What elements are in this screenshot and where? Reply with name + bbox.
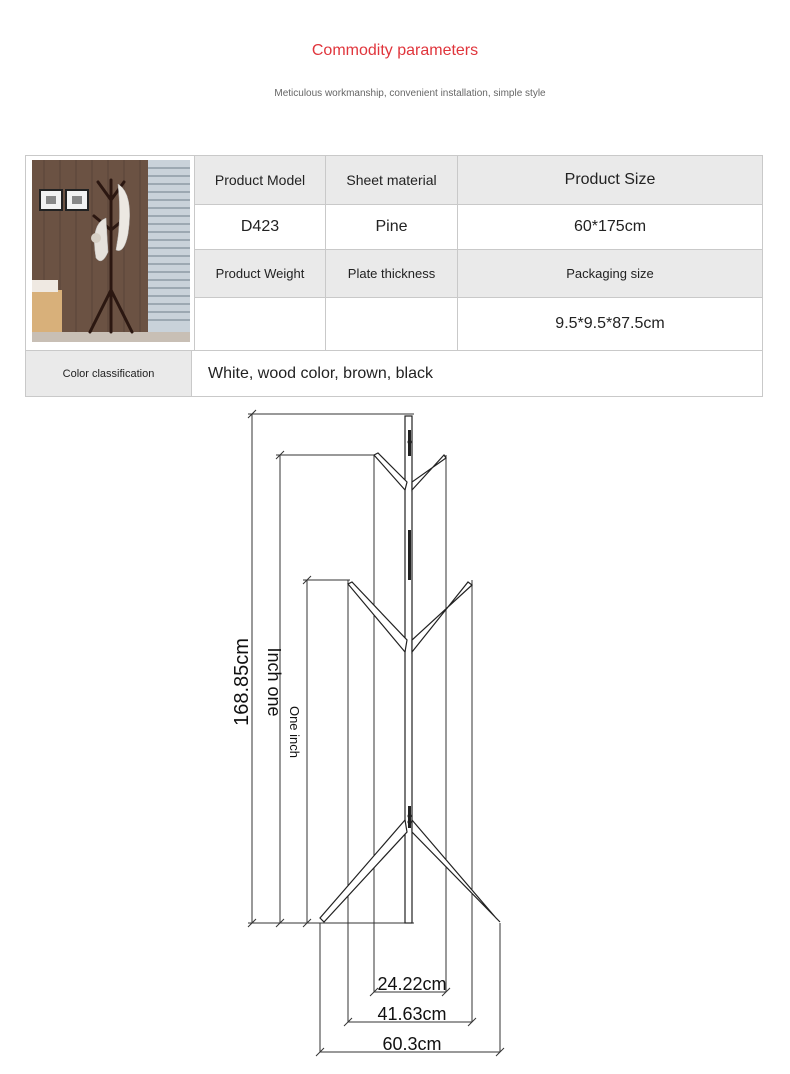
- product-weight-label: Product Weight: [195, 250, 325, 297]
- packaging-size-value: 9.5*9.5*87.5cm: [555, 315, 665, 332]
- product-model-label: Product Model: [195, 156, 325, 204]
- height-total-label: 168.85cm: [231, 638, 253, 726]
- product-model-value: D423: [240, 218, 280, 235]
- plate-thickness-value: [326, 298, 457, 350]
- sheet-material-value: Pine: [375, 218, 408, 235]
- plate-thickness-label: Plate thickness: [326, 250, 457, 297]
- product-photo: [32, 160, 190, 342]
- packaging-size-label: Packaging size: [458, 250, 762, 297]
- page-subtitle: Meticulous workmanship, convenient installation, simple style: [274, 88, 546, 99]
- sheet-material-label: Sheet material: [326, 156, 457, 204]
- height-mid-label: Inch one: [264, 647, 284, 717]
- color-classification-value: White, wood color, brown, black: [208, 364, 433, 382]
- width-small-label: 24.22cm: [377, 974, 447, 994]
- height-low-label: One inch: [287, 705, 302, 759]
- product-size-value: 60*175cm: [573, 218, 647, 235]
- color-classification-label: Color classification: [26, 351, 191, 396]
- product-size-label: Product Size: [458, 156, 762, 204]
- width-mid-label: 41.63cm: [377, 1004, 447, 1024]
- width-base-label: 60.3cm: [382, 1034, 442, 1054]
- page-title: Commodity parameters: [311, 42, 479, 59]
- product-weight-value: [195, 298, 325, 350]
- parameters-table: [25, 155, 763, 397]
- dimension-drawing: [0, 400, 790, 1074]
